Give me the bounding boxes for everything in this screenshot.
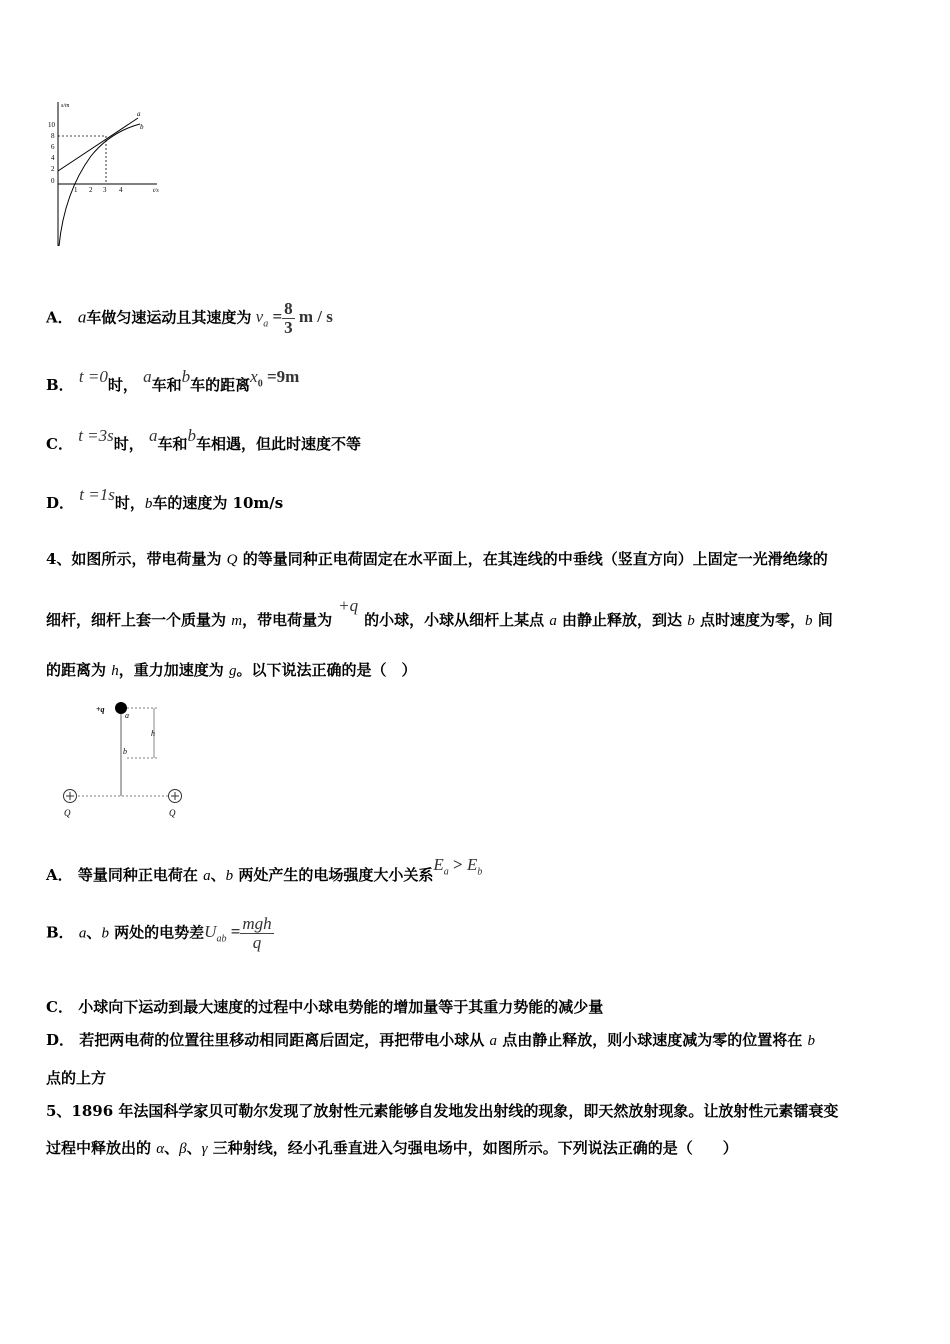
y-axis-label: s/m xyxy=(61,103,70,109)
text-shi: 时， xyxy=(113,435,144,453)
point-b-label: b xyxy=(123,747,127,756)
line-a xyxy=(58,118,138,171)
q4-option-d-line2: 点的上方 xyxy=(46,1069,107,1087)
formula-x0: $x_0 =9m$ xyxy=(250,367,300,390)
formula-va: $v_a$ = $\frac{8}{3}$ m / s xyxy=(255,299,333,337)
q3-option-b xyxy=(46,367,300,397)
text-shi: 时， xyxy=(114,494,145,512)
curve-b-label: b xyxy=(140,123,144,131)
x-tick-4: 4 xyxy=(119,186,123,194)
option-letter: B． xyxy=(46,376,74,394)
right-charge xyxy=(169,790,182,803)
var-a: a xyxy=(149,426,158,445)
y-tick-0: 0 xyxy=(51,177,55,185)
text-chehe: 车和 xyxy=(151,376,182,394)
option-letter: B． xyxy=(46,923,74,942)
var-a: a xyxy=(143,367,152,386)
q5-stem-line1: 5、1896 年法国科学家贝可勒尔发现了放射性元素能够自发地发出射线的现象，即天然放射现象。让放射性元素镭衰变 xyxy=(46,1102,839,1120)
right-q-label: Q xyxy=(169,808,176,818)
option-letter: D． xyxy=(46,1031,75,1049)
y-tick-10: 10 xyxy=(48,121,55,129)
option-letter: C． xyxy=(46,998,73,1016)
y-tick-6: 6 xyxy=(51,143,55,151)
formula-u: $U_{ab}$ = $\frac{\text{mgh}}{q}$ xyxy=(204,914,272,952)
curve-a-label: a xyxy=(137,110,141,118)
q4-stem-line1: 4、如图所示，带电荷量为 Q 的等量同种正电荷固定在水平面上，在其连线的中垂线（竖直方向）上固定一光滑绝缘的 xyxy=(46,550,828,568)
x-tick-2: 2 xyxy=(89,186,93,194)
q4-stem-line2: 细杆，细杆上套一个质量为 m，带电荷量为+q的小球，小球从细杆上某点 a 由静止释放，到达 b 点时速度为零，b 间 xyxy=(46,596,833,629)
var-b: b xyxy=(181,367,191,386)
option-text: 车做匀速运动且其速度为 xyxy=(86,308,252,327)
y-tick-4: 4 xyxy=(51,154,55,162)
x-tick-1: 1 xyxy=(74,186,78,194)
text-distance: 车的距离 xyxy=(190,376,251,394)
var-b: b xyxy=(187,426,197,445)
q5-stem-line2: 过程中释放出的 α、β、γ 三种射线，经小孔垂直进入匀强电场中，如图所示。下列说法正确的是（ ） xyxy=(46,1139,738,1157)
q4-option-d: D． 若把两电荷的位置往里移动相同距离后固定，再把带电小球从 a 点由静止释放，则小球速度减为零的位置将在 b xyxy=(46,1031,815,1049)
option-letter: D． xyxy=(46,494,75,512)
charges-rod-figure xyxy=(44,696,194,821)
point-a-label: a xyxy=(125,711,129,720)
text-chehe: 车和 xyxy=(157,435,188,453)
q3-option-a xyxy=(46,300,333,337)
option-letter: A． xyxy=(46,308,73,327)
left-charge xyxy=(64,790,77,803)
text-speed: 车的速度为 10m/s xyxy=(152,494,284,512)
q4-option-c: C． 小球向下运动到最大速度的过程中小球电势能的增加量等于其重力势能的减少量 xyxy=(46,998,604,1016)
var-b: b xyxy=(144,496,153,512)
height-label: h xyxy=(151,729,155,738)
text-shi: 时， xyxy=(107,376,138,394)
y-tick-8: 8 xyxy=(51,132,55,140)
y-tick-2: 2 xyxy=(51,165,55,173)
formula-e: $E_a > E_b$ xyxy=(433,855,483,878)
q4-stem-line3: 的距离为 h，重力加速度为 g。以下说法正确的是（ ） xyxy=(46,661,417,679)
text-meet: 车相遇，但此时速度不等 xyxy=(196,435,362,453)
st-graph-figure xyxy=(45,96,175,248)
q4-option-b: B． a、b 两处的电势差$U_{ab}$ = $\frac{\text{mgh}}{q}$ xyxy=(46,914,272,952)
option-letter: C． xyxy=(46,435,73,453)
x-tick-3: 3 xyxy=(103,186,107,194)
x-axis-label: t/s xyxy=(153,188,159,194)
curve-b xyxy=(59,124,140,246)
q3-option-c xyxy=(46,426,362,454)
q3-option-d xyxy=(46,485,284,513)
option-letter: A． xyxy=(46,866,73,884)
cond-t0: t =0 xyxy=(78,367,108,386)
cond-t3: t =3s xyxy=(78,426,114,445)
var-a: a xyxy=(77,307,87,327)
charge-label: +q xyxy=(96,705,105,714)
q4-option-a: A． 等量同种正电荷在 a、b 两处产生的电场强度大小关系$E_a > E_b$ xyxy=(46,855,483,884)
left-q-label: Q xyxy=(64,808,71,818)
cond-t1: t =1s xyxy=(79,485,115,504)
